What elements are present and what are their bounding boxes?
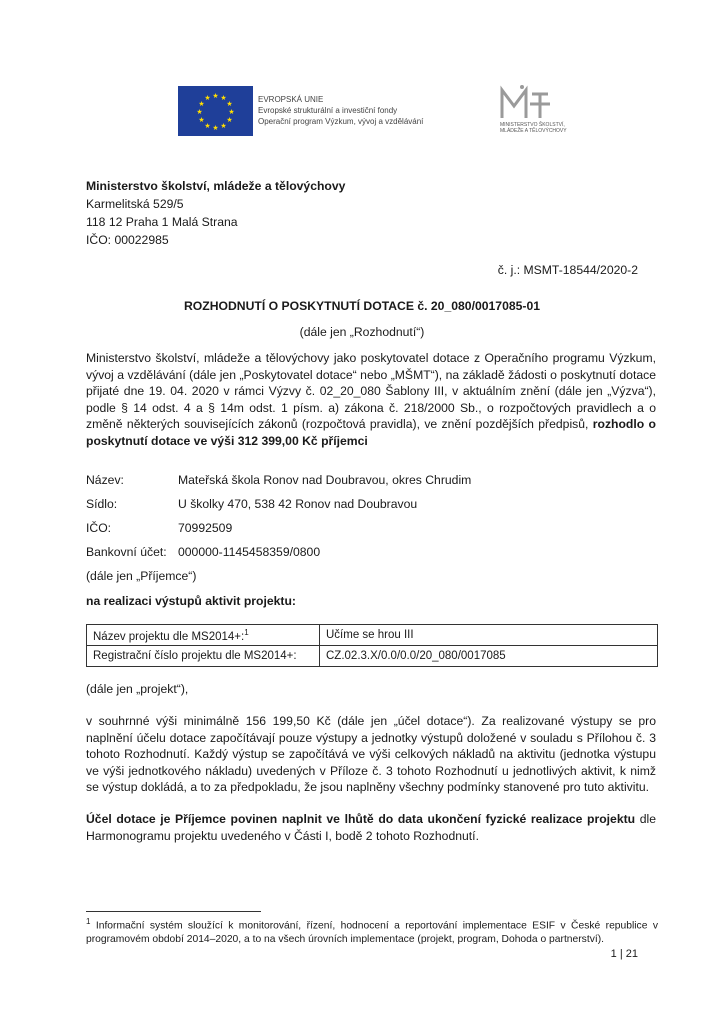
svg-text:★: ★ xyxy=(212,124,219,132)
footnote xyxy=(86,915,658,946)
project-name-value: Učíme se hrou III xyxy=(320,625,658,646)
intro-text: Ministerstvo školství, mládeže a tělovýchovy jako poskytovatel dotace z Operačního programu Výzkum, vývoj a vzdělávání (dále jen „Poskytovatel dotace“ nebo „MŠMT“), na základě žádosti o poskytnutí dotace přijaté dne 19. 04. 2020 v rámci Výzvy č. 02_20_080 Šablony III, v aktuálním znění (dále jen „Výzva“), podle § 14 odst. 4 a § 14m odst. 1 písm. a) zákona č. 218/2000 Sb., o rozpočtových pravidlech a o změně některých souvisejících zákonů (rozpočtová pravidla), ve znění pozdějších předpisů, xyxy=(86,351,656,432)
svg-text:★: ★ xyxy=(204,122,211,130)
recipient-name-label: Název: xyxy=(86,473,124,487)
recipient-ico-value: 70992509 xyxy=(178,521,233,535)
svg-text:★: ★ xyxy=(226,116,233,124)
msmt-logo-caption xyxy=(500,122,567,134)
sender-city: 118 12 Praha 1 Malá Strana xyxy=(86,215,238,229)
sender-ico: IČO: 00022985 xyxy=(86,233,169,247)
svg-text:★: ★ xyxy=(226,100,233,108)
svg-text:★: ★ xyxy=(198,100,205,108)
eu-stars-icon xyxy=(178,86,253,136)
recipient-ico-label: IČO: xyxy=(86,521,112,535)
project-reg-label: Registrační číslo projektu dle MS2014+: xyxy=(87,646,320,667)
footnote-divider xyxy=(86,911,261,912)
reference-number: č. j.: MSMT-18544/2020-2 xyxy=(497,263,638,277)
project-name-label-cell xyxy=(87,625,320,646)
eu-line-3: Operační program Výzkum, vývoj a vzdělávání xyxy=(258,117,424,126)
eu-line-2: Evropské strukturální a investiční fondy xyxy=(258,106,398,115)
svg-text:★: ★ xyxy=(220,94,227,102)
msmt-logo xyxy=(492,84,572,146)
recipient-seat-value: U školky 470, 538 42 Ronov nad Doubravou xyxy=(178,497,418,511)
svg-text:★: ★ xyxy=(212,92,219,100)
eu-flag-logo xyxy=(178,86,253,136)
msmt-caption-1: MINISTERSTVO ŠKOLSTVÍ, xyxy=(500,122,565,128)
sender-name: Ministerstvo školství, mládeže a tělovýchovy xyxy=(86,179,346,193)
msmt-caption-2: MLÁDEŽE A TĚLOVÝCHOVY xyxy=(500,128,567,134)
document-subtitle: (dále jen „Rozhodnutí“) xyxy=(299,325,425,339)
svg-text:★: ★ xyxy=(228,108,235,116)
project-table xyxy=(86,624,658,667)
recipient-name-value: Mateřská škola Ronov nad Doubravou, okres Chrudim xyxy=(178,473,472,487)
intro-paragraph xyxy=(86,350,656,450)
deadline-bold: Účel dotace je Příjemce povinen naplnit ve lhůtě do data ukončení fyzické realizace projektu xyxy=(86,812,636,826)
recipient-bank-label: Bankovní účet: xyxy=(86,545,167,559)
footnote-ref: 1 xyxy=(244,627,249,637)
sender-street: Karmelitská 529/5 xyxy=(86,197,184,211)
purpose-paragraph: v souhrnné výši minimálně 156 199,50 Kč (dále jen „účel dotace“). Za realizované výstupy se pro naplnění účelu dotace započítávají pouze výstupy a jednotky výstupů doložené v souladu s Přílohou č. 3 tohoto Rozhodnutí. Každý výstup se započítává ve výši celkových nákladů na aktivitu (jednotka výstupu ve výši jednotkového nákladu) uvedených v Příloze č. 3 tohoto Rozhodnutí u jednotlivých aktivit, k nimž se výstup dokládá, a to za předpokladu, že jsou naplněny všechny podmínky stanovené pro tuto aktivitu. xyxy=(86,714,656,795)
recipient-seat-label: Sídlo: xyxy=(86,497,118,511)
msmt-monogram-icon xyxy=(492,84,572,124)
footnote-number: 1 xyxy=(86,917,91,926)
svg-text:★: ★ xyxy=(198,116,205,124)
deadline-paragraph xyxy=(86,811,656,844)
intro-decision: rozhodlo o poskytnutí dotace ve výši 312 399,00 Kč příjemci xyxy=(86,417,656,448)
footnote-text: Informační systém sloužící k monitorování, řízení, hodnocení a reportování implementace ESIF v České republice v programovém období 2014–2020, a to na všech úrovních implementace (projekt, program, Dohoda o partnerství). xyxy=(86,920,658,945)
eu-logo-text xyxy=(258,94,423,127)
project-alias: (dále jen „projekt“), xyxy=(86,682,189,696)
table-row xyxy=(87,625,658,646)
recipient-bank-value: 000000-1145458359/0800 xyxy=(178,545,321,559)
svg-text:★: ★ xyxy=(220,122,227,130)
project-name-label: Název projektu dle MS2014+: xyxy=(93,630,245,643)
document-title: ROZHODNUTÍ O POSKYTNUTÍ DOTACE č. 20_080/0017085-01 xyxy=(183,299,541,313)
project-intro: na realizaci výstupů aktivit projektu: xyxy=(86,594,296,608)
svg-text:★: ★ xyxy=(196,108,203,116)
table-row xyxy=(87,646,658,667)
recipient-alias: (dále jen „Příjemce“) xyxy=(86,569,197,583)
eu-line-1: EVROPSKÁ UNIE xyxy=(258,95,324,104)
project-reg-value: CZ.02.3.X/0.0/0.0/20_080/0017085 xyxy=(320,646,658,667)
svg-text:★: ★ xyxy=(204,94,211,102)
page-number: 1 | 21 xyxy=(610,948,638,960)
deadline-rest: dle Harmonogramu projektu uvedeného v Části I, bodě 2 tohoto Rozhodnutí. xyxy=(86,812,656,843)
